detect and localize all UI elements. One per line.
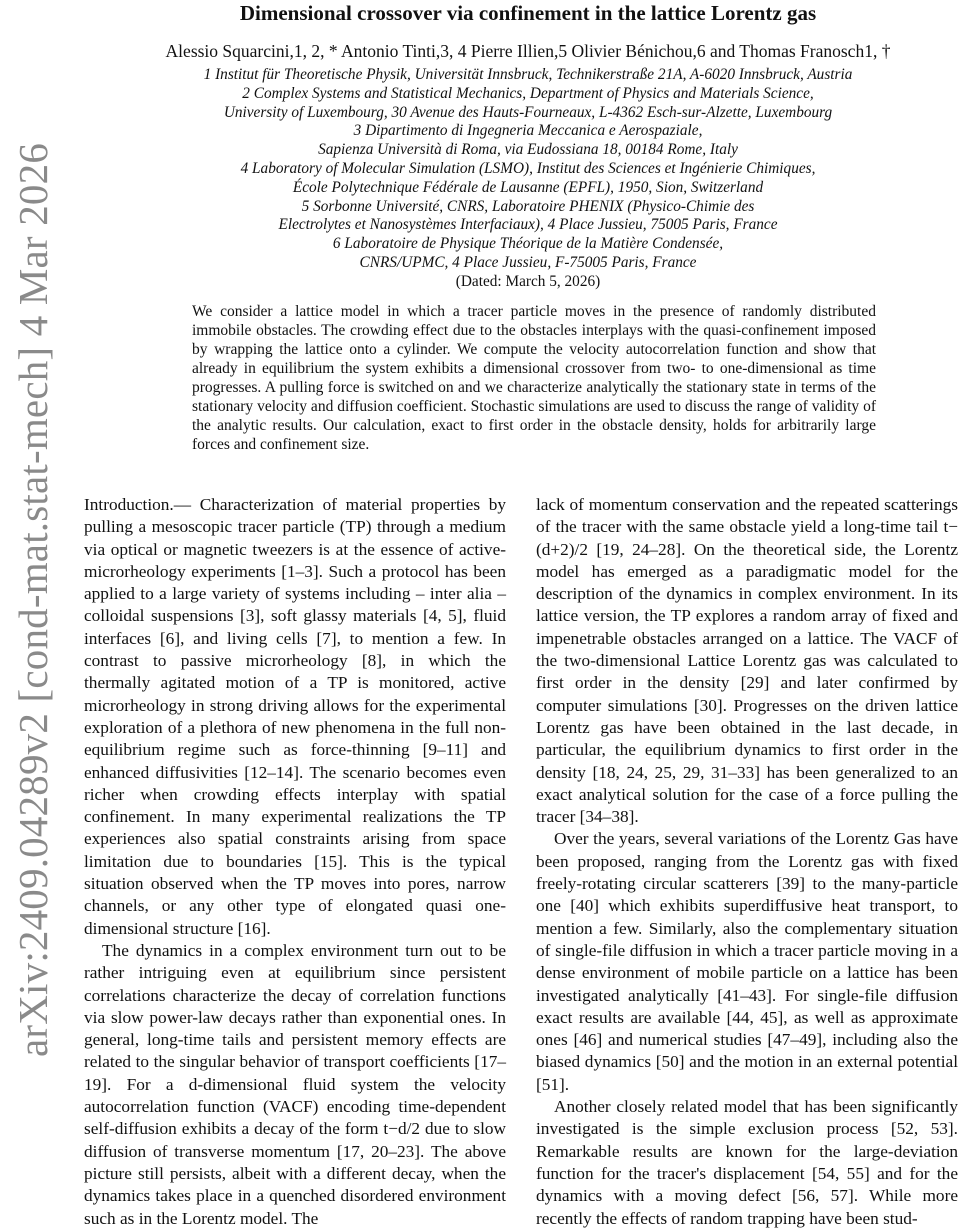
paragraph: lack of momentum conservation and the repeated scatterings of the tracer with the same obstacle yield a long-time tail t−(d+2)/2 [19, 24–28]. On the theoretical side, the Lorentz model has emerged as a paradigmatic model for the description of the dynamics in complex environment. In its lattice version, the TP explores a random array of fixed and impenetrable obstacles arranged on a lattice. The VACF of the two-dimensional Lattice Lorentz gas was calculated to first order in the density [29] and later confirmed by computer simulations [30]. Progresses on the driven lattice Lorentz gas have been obtained in the last decade, in particular, the equilibrium dynamics to first order in the density [18, 24, 25, 29, 31–33] has been generalized to an exact analytical solution for the case of a force pulling the tracer [34–38]. xyxy=(536,495,958,827)
abstract: We consider a lattice model in which a tracer particle moves in the presence of randomly distributed immobile obstacles. The crowding effect due to the obstacles interplays with the quasi-confinement imposed by wrapping the lattice onto a cylinder. We compute the velocity autocorrelation function and show that already in equilibrium the system exhibits a dimensional crossover from two- to one-dimensional as time progresses. A pulling force is switched on and we characterize analytically the stationary state in terms of the stationary velocity and diffusion coefficient. Stochastic simulations are used to discuss the range of validity of the analytic results. Our calculation, exact to first order in the obstacle density, holds for arbitrarily large forces and confinement size. xyxy=(192,303,876,453)
author-text: Alessio Squarcini,1, 2, * Antonio Tinti,3, 4 Pierre Illien,5 Olivier Bénichou,6 and Thomas Franosch1, † xyxy=(165,41,891,61)
arxiv-sidebar xyxy=(0,0,66,1200)
paper-title: Dimensional crossover via confinement in the lattice Lorentz gas xyxy=(239,1,817,25)
affiliation-line: 1 Institut für Theoretische Physik, Universität Innsbruck, Technikerstraße 21A, A-6020 Innsbruck, Austria xyxy=(203,66,853,83)
affiliation-line: Electrolytes et Nanosystèmes Interfaciaux), 4 Place Jussieu, 75005 Paris, France xyxy=(278,216,778,234)
affiliations xyxy=(80,66,976,292)
affiliation-line: 5 Sorbonne Université, CNRS, Laboratoire PHENIX (Physico-Chimie des xyxy=(301,197,755,215)
affiliation-line: 4 Laboratory of Molecular Simulation (LSMO), Institut des Sciences et Ingénierie Chimiques, xyxy=(240,159,816,177)
paragraph: Introduction.— Characterization of material properties by pulling a mesoscopic tracer particle (TP) through a medium via optical or magnetic tweezers is at the essence of active-microrheology experiments [1–3]. Such a protocol has been applied to a large variety of systems including – inter alia – colloidal suspensions [3], soft glassy materials [4, 5], fluid interfaces [6], and living cells [7], to mention a few. In contrast to passive microrheology [8], in which the thermally agitated motion of a TP is monitored, active microrheology in strong driving allows for the experimental exploration of a plethora of new phenomena in the full non-equilibrium regime such as force-thinning [9–11] and enhanced diffusivities [12–14]. The scenario becomes even richer when crowding effects interplay with spatial confinement. In many experimental realizations the TP experiences also spatial constraints arising from space limitation due to boundaries [15]. This is the typical situation observed when the TP moves into pores, narrow channels, or any other type of elongated quasi one-dimensional structure [16]. xyxy=(84,495,506,938)
paragraph: The dynamics in a complex environment turn out to be rather intriguing even at equilibrium since persistent correlations characterize the decay of correlation functions via slow power-law decays rather than exponential ones. In general, long-time tails and persistent memory effects are related to the singular behavior of transport coefficients [17–19]. For a d-dimensional fluid system the velocity autocorrelation function (VACF) encoding time-dependent self-diffusion exhibits a decay of the form t−d/2 due to slow diffusion of transverse momentum [17, 20–23]. The above picture still persists, albeit with a different decay, when the dynamics takes place in a quenched disordered environment such as in the Lorentz model. The xyxy=(84,940,506,1228)
affiliation-line: Sapienza Università di Roma, via Eudossiana 18, 00184 Rome, Italy xyxy=(318,141,738,159)
date-line: (Dated: March 5, 2026) xyxy=(455,272,601,290)
affiliation-line: CNRS/UPMC, 4 Place Jussieu, F-75005 Paris, France xyxy=(359,253,697,271)
arxiv-identifier: arXiv:2409.04289v2 [cond-mat.stat-mech] 4 Mar 2026 xyxy=(10,142,56,1058)
affiliation-line: University of Luxembourg, 30 Avenue des Hauts-Fourneaux, L-4362 Esch-sur-Alzette, Luxembourg xyxy=(223,103,833,121)
paragraph: Another closely related model that has been significantly investigated is the simple exclusion process [52, 53]. Remarkable results are known for the large-deviation function for the tracer's displacement [54, 55] and for the dynamics with a moving defect [56, 57]. While more recently the effects of random trapping have been stud- xyxy=(536,1097,958,1228)
body-column-right xyxy=(536,494,958,1230)
paragraph: Over the years, several variations of the Lorentz Gas have been proposed, ranging from the Lorentz gas with fixed freely-rotating circular scatterers [39] to the many-particle one [40] which exhibits superdiffusive heat transport, to mention a few. Similarly, also the complementary situation of single-file diffusion in which a tracer particle moving in a dense environment of mobile particle on a lattice has been investigated analytically [41–43]. For single-file diffusion exact results are available [44, 45], as well as approximate ones [46] and numerical studies [47–49], including also the biased dynamics [50] and the motion in an external potential [51]. xyxy=(536,829,958,1094)
affiliation-line: 3 Dipartimento di Ingegneria Meccanica e Aerospaziale, xyxy=(353,122,703,140)
author-list xyxy=(80,41,976,62)
affiliation-line: 2 Complex Systems and Statistical Mechanics, Department of Physics and Materials Science, xyxy=(242,84,814,102)
affiliation-line: École Polytechnique Fédérale de Lausanne (EPFL), 1950, Sion, Switzerland xyxy=(292,178,764,196)
affiliation-line: 6 Laboratoire de Physique Théorique de la Matière Condensée, xyxy=(332,235,724,253)
body-column-left xyxy=(84,494,506,1230)
